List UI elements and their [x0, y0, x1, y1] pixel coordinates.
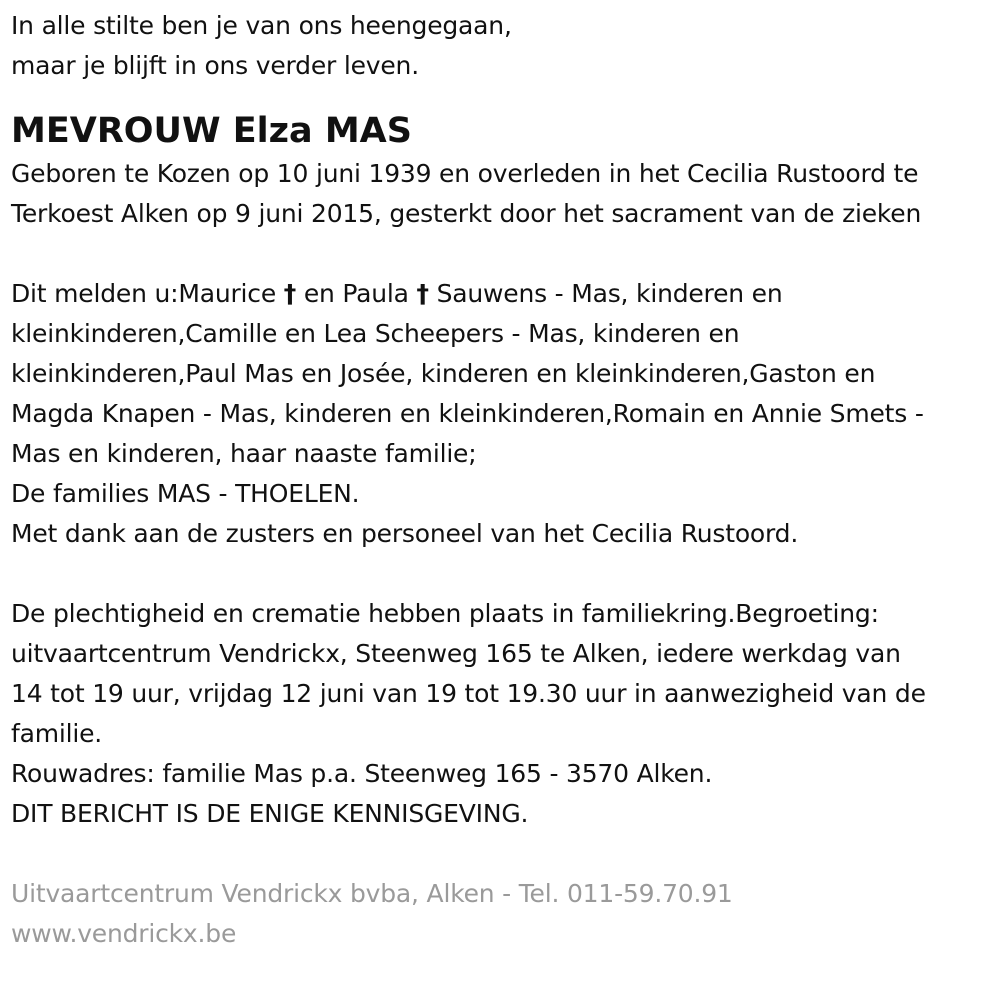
- birth-death-info: [11, 154, 1000, 234]
- family-line-1-part-a: Dit melden u:Maurice: [11, 279, 284, 308]
- birth-death-line-1: Geboren te Kozen op 10 juni 1939 en overleden in het Cecilia Rustoord te: [11, 159, 919, 188]
- family-line-7: Met dank aan de zusters en personeel van het Cecilia Rustoord.: [11, 519, 799, 548]
- family-line-1-part-c: Sauwens - Mas, kinderen en: [428, 279, 783, 308]
- family-line-1: [11, 274, 1000, 314]
- cross-icon: †: [283, 279, 297, 308]
- funeral-home-website: www.vendrickx.be: [11, 919, 237, 948]
- birth-death-line-2: Terkoest Alken op 9 juni 2015, gesterkt door het sacrament van de zieken: [11, 199, 922, 228]
- ceremony-line-2: uitvaartcentrum Vendrickx, Steenweg 165 te Alken, iedere werkdag van: [11, 639, 901, 668]
- family-line-5: Mas en kinderen, haar naaste familie;: [11, 439, 477, 468]
- ceremony-line-5: Rouwadres: familie Mas p.a. Steenweg 165 - 3570 Alken.: [11, 759, 713, 788]
- ceremony-info: [11, 594, 1000, 834]
- ceremony-line-1: De plechtigheid en crematie hebben plaats in familiekring.Begroeting:: [11, 599, 879, 628]
- funeral-home-contact: Uitvaartcentrum Vendrickx bvba, Alken - Tel. 011-59.70.91: [11, 879, 733, 908]
- family-line-4: Magda Knapen - Mas, kinderen en kleinkinderen,Romain en Annie Smets -: [11, 399, 924, 428]
- deceased-name: MEVROUW Elza MAS: [11, 111, 412, 151]
- funeral-home-footer: [11, 874, 1000, 954]
- family-line-6: De families MAS - THOELEN.: [11, 479, 360, 508]
- spacer: [11, 834, 1000, 874]
- spacer: [11, 554, 1000, 594]
- family-line-1-part-b: en Paula: [296, 279, 417, 308]
- cross-icon: †: [416, 279, 429, 308]
- ceremony-line-4: familie.: [11, 719, 103, 748]
- intro-line-1: In alle stilte ben je van ons heengegaan,: [11, 11, 512, 40]
- intro-verse: [11, 6, 1000, 86]
- family-announcement: [11, 274, 1000, 554]
- ceremony-line-6: DIT BERICHT IS DE ENIGE KENNISGEVING.: [11, 799, 529, 828]
- intro-line-2: maar je blijft in ons verder leven.: [11, 51, 419, 80]
- family-line-2: kleinkinderen,Camille en Lea Scheepers - Mas, kinderen en: [11, 319, 740, 348]
- family-line-3: kleinkinderen,Paul Mas en Josée, kinderen en kleinkinderen,Gaston en: [11, 359, 876, 388]
- spacer: [11, 234, 1000, 274]
- ceremony-line-3: 14 tot 19 uur, vrijdag 12 juni van 19 tot 19.30 uur in aanwezigheid van de: [11, 679, 926, 708]
